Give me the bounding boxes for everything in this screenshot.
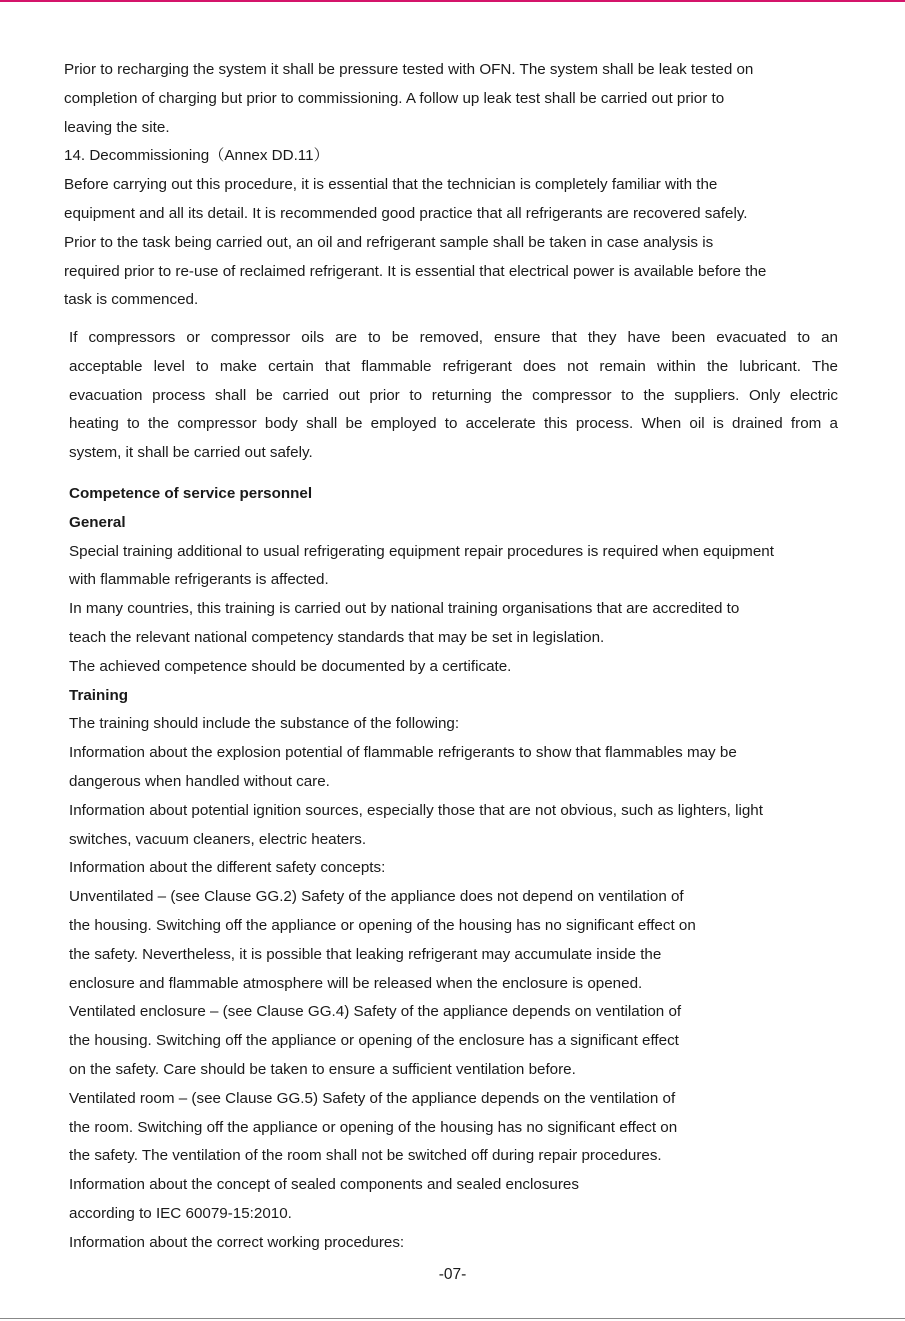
- text-line: the housing. Switching off the appliance or opening of the housing has no significant effect on: [69, 916, 696, 934]
- decommissioning-section: [64, 56, 844, 315]
- subheading-general: General: [69, 513, 126, 531]
- text-line: leaving the site.: [64, 118, 170, 136]
- text-line: with flammable refrigerants is affected.: [69, 571, 329, 589]
- text-line: Before carrying out this procedure, it is essential that the technician is completely familiar with the: [64, 176, 718, 194]
- text-line: In many countries, this training is carried out by national training organisations that are accredited to: [69, 600, 740, 618]
- text-line: Prior to recharging the system it shall be pressure tested with OFN. The system shall be leak tested on: [64, 61, 754, 78]
- text-line: The training should include the substance of the following:: [69, 715, 460, 733]
- text-line: task is commenced.: [64, 291, 199, 309]
- text-line: on the safety. Care should be taken to ensure a sufficient ventilation before.: [69, 1060, 576, 1078]
- bottom-rule: [0, 1318, 905, 1319]
- heading-competence: Competence of service personnel: [69, 485, 313, 502]
- text-line: the room. Switching off the appliance or opening of the housing has no significant effect on: [69, 1118, 678, 1136]
- text-line: Ventilated room – (see Clause GG.5) Safety of the appliance depends on the ventilation of: [69, 1089, 676, 1107]
- text-line: Information about potential ignition sources, especially those that are not obvious, such as lighters, light: [69, 801, 763, 819]
- text-line: completion of charging but prior to commissioning. A follow up leak test shall be carried out prior to: [64, 89, 725, 107]
- text-line: evacuation process shall be carried out prior to returning the compressor to the suppliers. Only electric: [69, 386, 838, 404]
- text-line: system, it shall be carried out safely.: [69, 444, 313, 462]
- text-line: Information about the concept of sealed components and sealed enclosures: [69, 1176, 579, 1194]
- text-line: the safety. Nevertheless, it is possible that leaking refrigerant may accumulate inside the: [69, 945, 662, 963]
- subheading-training: Training: [69, 686, 129, 704]
- text-line: Information about the correct working procedures:: [69, 1233, 405, 1251]
- text-line: heating to the compressor body shall be employed to accelerate this process. When oil is drained from a: [69, 415, 838, 433]
- text-line: acceptable level to make certain that flammable refrigerant does not remain within the lubricant. The: [69, 357, 838, 375]
- top-accent-rule: [0, 0, 905, 2]
- text-line: The achieved competence should be documented by a certificate.: [69, 657, 512, 675]
- section-heading-decommissioning: 14. Decommissioning（Annex DD.11）: [64, 147, 329, 165]
- text-line: according to IEC 60079-15:2010.: [69, 1204, 292, 1222]
- text-line: If compressors or compressor oils are to be removed, ensure that they have been evacuated to an: [69, 329, 838, 346]
- text-line: Information about the different safety concepts:: [69, 859, 386, 877]
- text-line: the housing. Switching off the appliance or opening of the enclosure has a significant effect: [69, 1032, 679, 1050]
- text-line: the safety. The ventilation of the room shall not be switched off during repair procedures.: [69, 1147, 662, 1165]
- text-line: teach the relevant national competency standards that may be set in legislation.: [69, 628, 605, 646]
- text-line: Unventilated – (see Clause GG.2) Safety of the appliance does not depend on ventilation of: [69, 888, 684, 906]
- text-line: Ventilated enclosure – (see Clause GG.4) Safety of the appliance depends on ventilation of: [69, 1003, 682, 1021]
- compressor-paragraph: [69, 324, 838, 468]
- text-line: Prior to the task being carried out, an oil and refrigerant sample shall be taken in case analysis is: [64, 233, 714, 251]
- text-line: enclosure and flammable atmosphere will be released when the enclosure is opened.: [69, 974, 643, 992]
- text-line: equipment and all its detail. It is recommended good practice that all refrigerants are recovered safely.: [64, 204, 748, 222]
- page-number: -07-: [438, 1266, 467, 1283]
- text-line: switches, vacuum cleaners, electric heaters.: [69, 830, 367, 848]
- text-line: Information about the explosion potential of flammable refrigerants to show that flammables may be: [69, 744, 737, 762]
- text-line: required prior to re-use of reclaimed refrigerant. It is essential that electrical power is available before the: [64, 262, 767, 280]
- text-line: Special training additional to usual refrigerating equipment repair procedures is required when equipment: [69, 542, 774, 560]
- competence-section: [69, 480, 849, 1258]
- text-line: dangerous when handled without care.: [69, 772, 330, 790]
